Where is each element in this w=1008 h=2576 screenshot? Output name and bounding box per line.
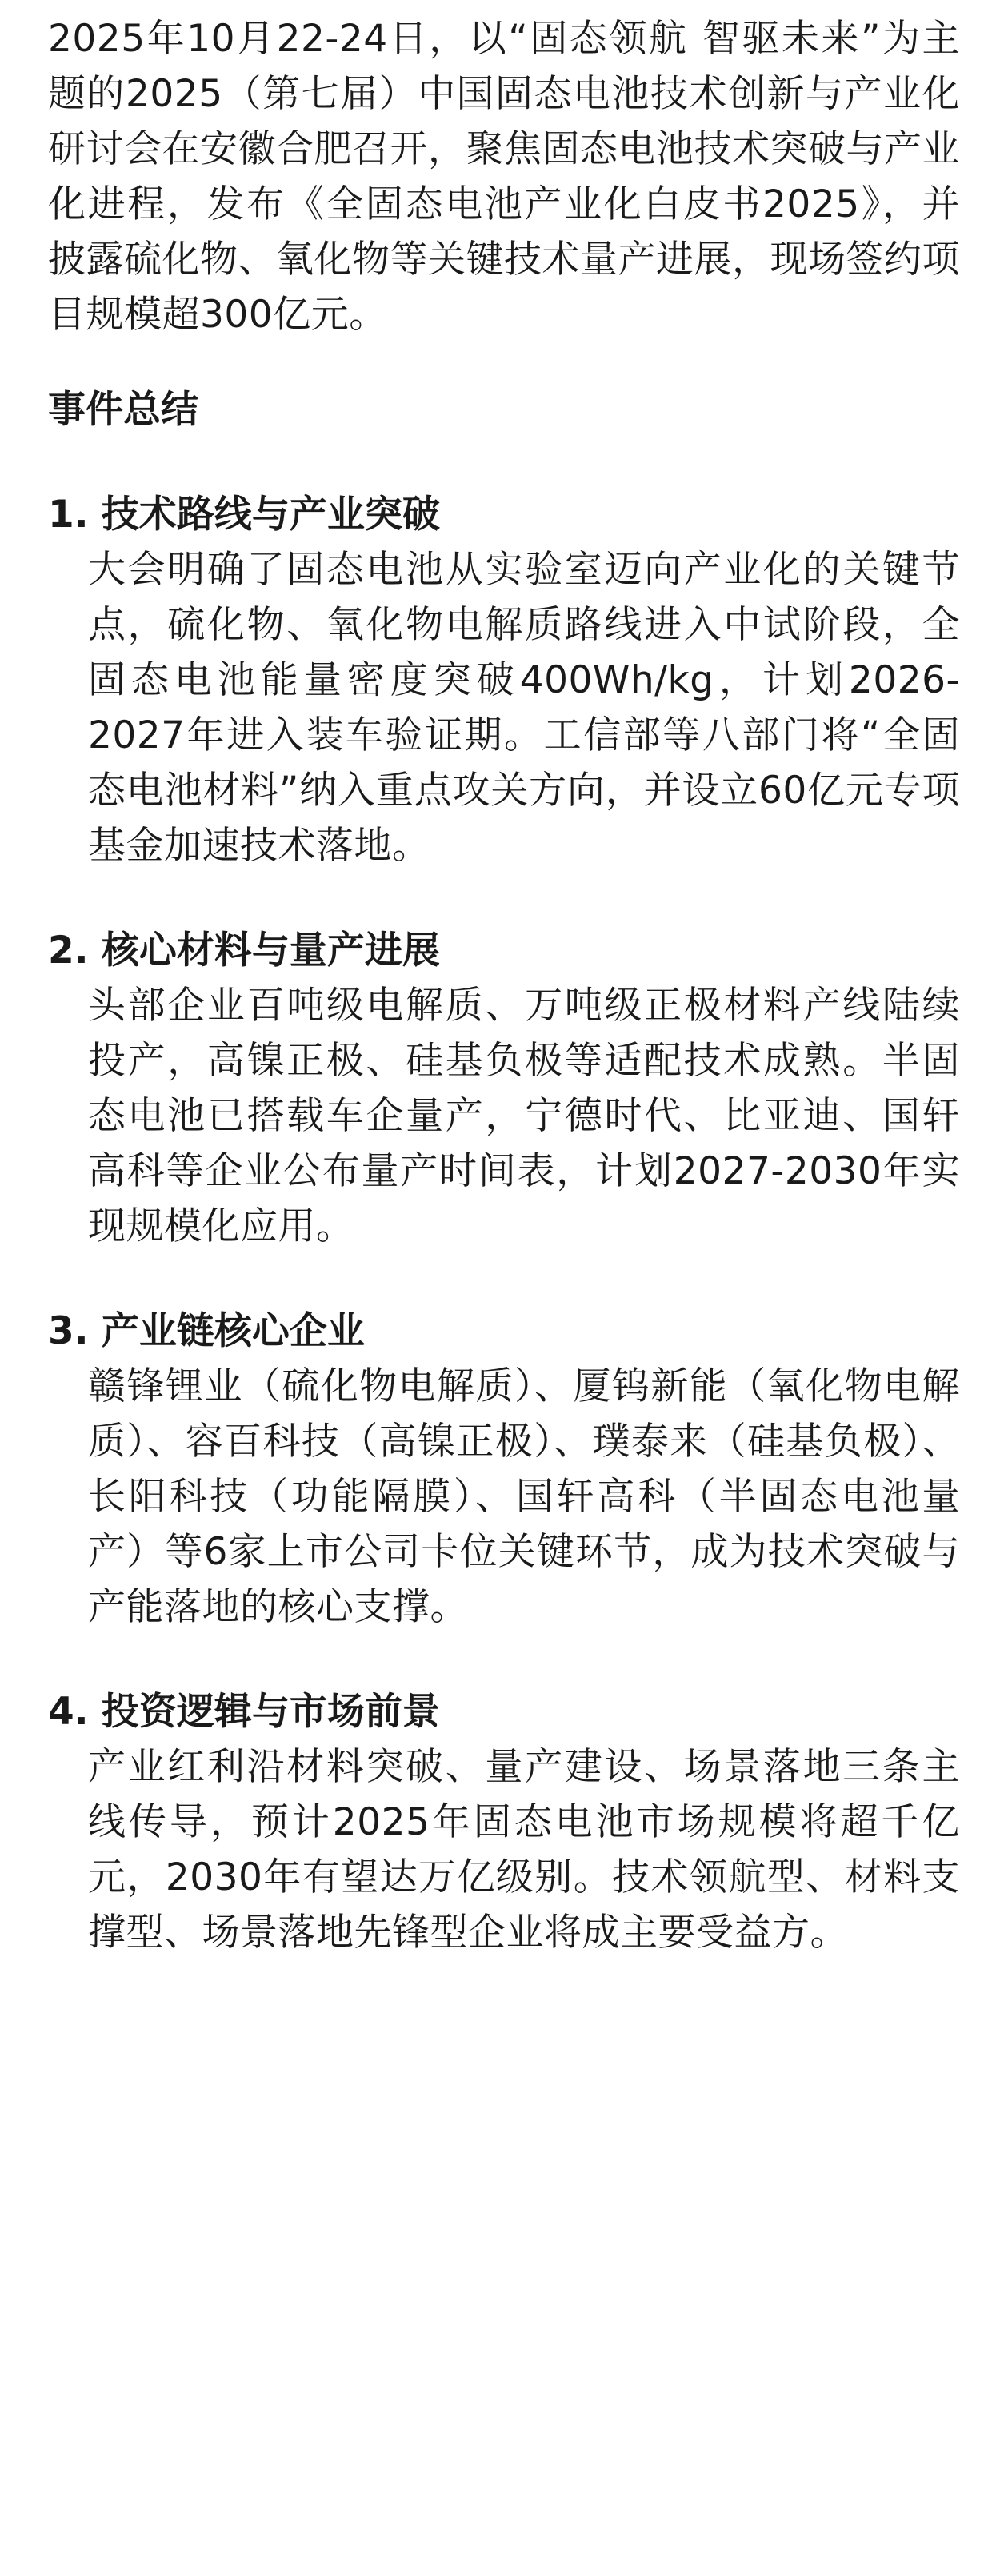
- section-tech-route: [48, 487, 960, 873]
- section-body: 头部企业百吨级电解质、万吨级正极材料产线陆续投产，高镍正极、硅基负极等适配技术成熟。半固态电池已搭载车企量产，宁德时代、比亚迪、国轩高科等企业公布量产时间表，计划2027-2030年实现规模化应用。: [88, 984, 960, 1248]
- section-core-materials: [48, 923, 960, 1254]
- section-title: 1. 技术路线与产业突破: [48, 493, 440, 537]
- intro-paragraph: 2025年10月22-24日，以“固态领航 智驱未来”为主题的2025（第七届）中国固态电池技术创新与产业化研讨会在安徽合肥召开，聚焦固态电池技术突破与产业化进程，发布《全固态电池产业化白皮书2025》，并披露硫化物、氧化物等关键技术量产进展，现场签约项目规模超300亿元。: [48, 17, 960, 337]
- section-body: 产业红利沿材料突破、量产建设、场景落地三条主线传导，预计2025年固态电池市场规模将超千亿元，2030年有望达万亿级别。技术领航型、材料支撑型、场景落地先锋型企业将成主要受益方。: [88, 1745, 960, 1955]
- section-title: 2. 核心材料与量产进展: [48, 929, 440, 972]
- section-body: 大会明确了固态电池从实验室迈向产业化的关键节点，硫化物、氧化物电解质路线进入中试阶段，全固态电池能量密度突破400Wh/kg，计划2026-2027年进入装车验证期。工信部等八部门将“全固态电池材料”纳入重点攻关方向，并设立60亿元专项基金加速技术落地。: [88, 548, 960, 868]
- section-body: 赣锋锂业（硫化物电解质）、厦钨新能（氧化物电解质）、容百科技（高镍正极）、璞泰来（硅基负极）、长阳科技（功能隔膜）、国轩高科（半固态电池量产）等6家上市公司卡位关键环节，成为技术突破与产能落地的核心支撑。: [88, 1364, 960, 1629]
- summary-heading: 事件总结: [48, 388, 198, 432]
- section-title: 3. 产业链核心企业: [48, 1309, 365, 1353]
- section-title: 4. 投资逻辑与市场前景: [48, 1690, 440, 1734]
- section-investment-logic: [48, 1684, 960, 1960]
- section-core-companies: [48, 1304, 960, 1635]
